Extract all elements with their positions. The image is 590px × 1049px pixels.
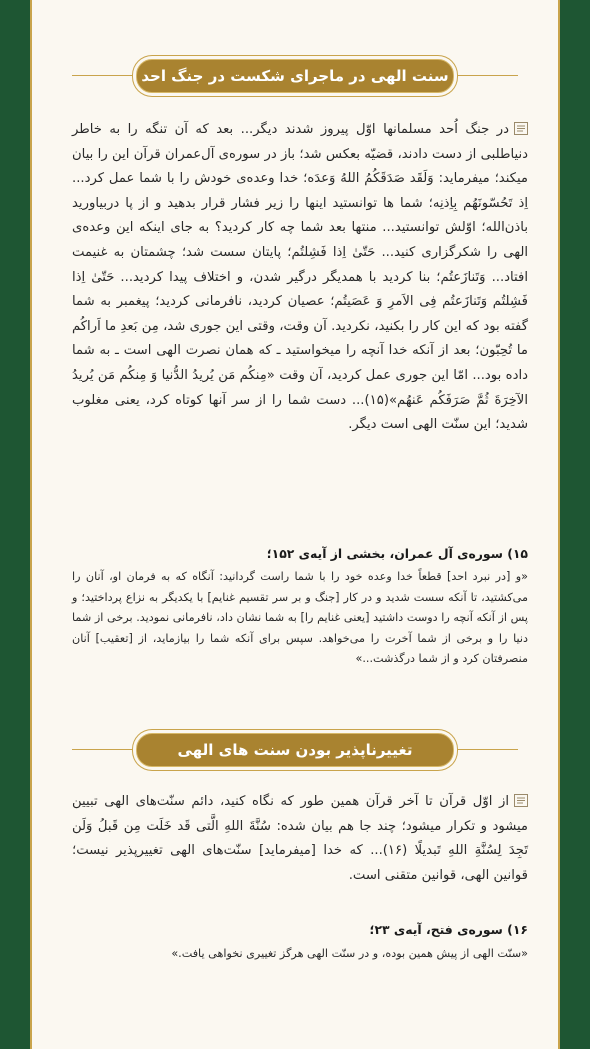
- section2-footnote-title: ۱۶) سوره‌ی فتح، آیه‌ی ۲۳؛: [369, 922, 528, 937]
- header-rule: [448, 75, 518, 76]
- left-border: [0, 0, 30, 1049]
- book-icon: [514, 794, 528, 807]
- section2-header: [72, 730, 518, 770]
- section2-body: از اوّل قرآن تا آخر قرآن همین طور که نگاه کنید، دائم سنّت‌های الهی تبیین میشود و تکرار میشود؛ چند جا هم بیان شده: سُنَّةَ اللهِ الَّتی قَد خَلَت مِن قَبلُ وَلَن تَجِدَ لِسُنَّةِ اللهِ تَبدیلًا (۱۶)... که خدا [میفرماید] سنّت‌های الهی تغییرپذیر نیست؛ قوانین الهی، قوانین متقنی است.: [72, 794, 528, 883]
- section2-title: تغییرناپذیر بودن سنت های الهی: [136, 733, 454, 767]
- section1-header: [72, 56, 518, 96]
- section1-footnote-title: ۱۵) سوره‌ی آل عمران، بخشی از آیه‌ی ۱۵۲؛: [266, 546, 528, 561]
- section1-title: سنت الهی در ماجرای شکست در جنگ احد: [136, 59, 454, 93]
- section1-footnote-text: «و [در نبرد احد] قطعاً خدا وعده خود را با شما راست گردانید: آنگاه که به فرمان او، آنان را می‌کشتید، تا آنکه سست شدید و در کار [جنگ و بر سر تقسیم غنایم] با یکدیگر به نزاع پرداختید؛ و پس از آنکه آنچه را دوست داشتید [یعنی غنایم را] به شما نشان داد، نافرمانی نمودید. برخی از شما دنیا را و برخی از شما آخرت را می‌خواهد. سپس برای آنکه شما را بیازماید، از [تعقیب] آنان منصرفتان کرد و از شما درگذشت...»: [72, 570, 528, 666]
- book-icon: [514, 122, 528, 135]
- header-rule: [72, 75, 142, 76]
- section2-footnote-text: «سنّت الهی از پیش همین بوده، و در سنّت الهی هرگز تغییری نخواهی یافت.»: [171, 947, 528, 960]
- header-rule: [448, 749, 518, 750]
- header-rule: [72, 749, 142, 750]
- section2-body-block: [72, 790, 528, 888]
- right-border: [560, 0, 590, 1049]
- section1-body-block: [72, 118, 528, 438]
- section1-body: در جنگ اُحد مسلمانها اوّل پیروز شدند دیگر... بعد که آن تنگه را به خاطر دنیاطلبی از دست دادند، قضیّه بعکس شد؛ باز در سوره‌ی آل‌عمران قرآن این را بیان میکند؛ میفرماید: وَلَقَد صَدَقَکُمُ اللهُ وَعدَه؛ خدا وعده‌ی خودش را با شما عمل کرد... اِذ تَحُسّونَهُم بِاِذنِه؛ شما ها توانستید اینها را زیر فشار قرار بدهید و از پا دربیاورید باذن‌الله؛ اوّلش توانستید... منتها بعد شما چه کار کردید؟ به جای اینکه این وعده‌ی الهی را شکرگزاری کنید... حَتّیٰ اِذا فَشِلتُم؛ پایتان سست شد؛ چشمتان به غنیمت افتاد... وَتَنازَعتُم؛ بنا کردید با همدیگر درگیر شدن، و اختلاف پیدا کردید... حَتّیٰ اِذا فَشِلتُم وَتَنازَعتُم فِی الاَمرِ وَ عَصَیتُم؛ عصیان کردید، نافرمانی کردید؛ پیغمبر به شما گفته بود که این کار را بکنید، نکردید. آن وقت، وقتی این جوری شد، مِن بَعدِ ما اَراکُم ما تُحِبّون؛ بعد از آنکه خدا آنچه را میخواستید ـ که همان نصرت الهی است ـ به شما داده بود... امّا این جوری عمل کردید، آن وقت «مِنکُم مَن یُریدُ الدُّنیا وَ مِنکُم مَن یُریدُ الآخِرَةَ ثُمَّ صَرَفَکُم عَنهُم»(۱۵)... دست شما را از سر آنها کوتاه کرد، یعنی مغلوب شدید؛ این سنّت الهی است دیگر.: [72, 122, 528, 433]
- right-gold-line: [558, 0, 560, 1049]
- page: [32, 0, 558, 1049]
